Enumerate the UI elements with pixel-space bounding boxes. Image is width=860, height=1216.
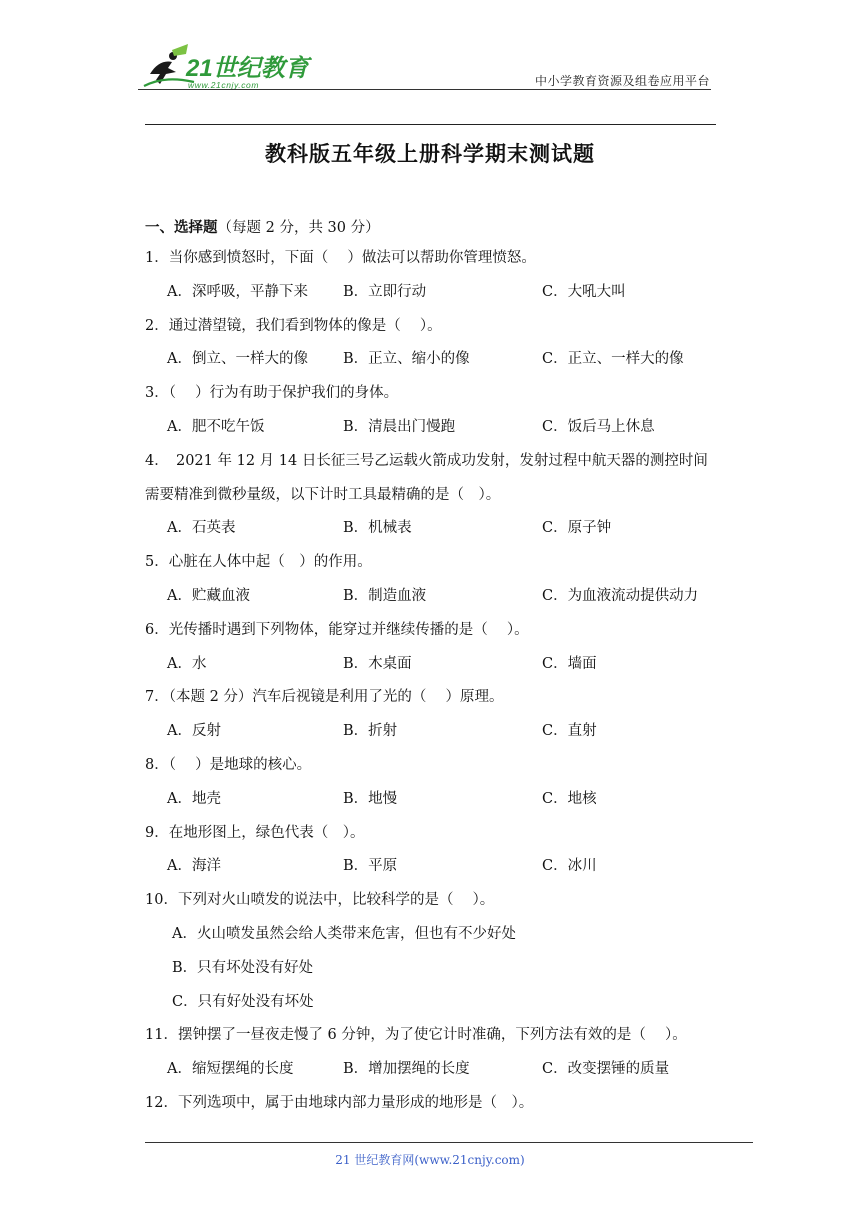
question-text: 通过潜望镜，我们看到物体的像是（ ）。	[168, 317, 442, 334]
question-text: 2021 年 12 月 14 日长征三号乙运载火箭成功发射，发射过程中航天器的测控时间	[161, 452, 708, 469]
question-number: 6．	[145, 621, 169, 638]
question-number: 8．	[145, 756, 169, 773]
question-text: 心脏在人体中起（ ）的作用。	[168, 554, 372, 571]
question-text: 在地形图上，绿色代表（ ）。	[168, 824, 365, 841]
option-c: C．墙面	[542, 655, 597, 672]
page-title: 教科版五年级上册科学期末测试题	[265, 141, 595, 166]
question-1	[145, 248, 725, 282]
option-a: A．深呼吸，平静下来	[167, 283, 308, 300]
question-number: 9．	[145, 824, 169, 841]
question-text: 下列对火山喷发的说法中，比较科学的是（ ）。	[177, 892, 495, 909]
question-text: （本题 2 分）汽车后视镜是利用了光的（ ）原理。	[168, 689, 504, 706]
question-text: 光传播时遇到下列物体，能穿过并继续传播的是（ ）。	[168, 621, 529, 638]
section-note: （每题 2 分，共 30 分）	[217, 220, 380, 236]
question-text: 摆钟摆了一昼夜走慢了 6 分钟，为了使它计时准确，下列方法有效的是（ ）。	[177, 1027, 687, 1044]
option-a: A．反射	[167, 723, 221, 740]
option-a: A．火山喷发虽然会给人类带来危害，但也有不少好处	[172, 925, 516, 942]
question-9	[145, 823, 725, 857]
options-8	[145, 789, 725, 823]
footer-link[interactable]: 21 世纪教育网(www.21cnjy.com)	[335, 1153, 525, 1167]
footer-divider	[145, 1142, 753, 1143]
options-2	[145, 349, 725, 383]
question-8	[145, 755, 725, 789]
option-c: C．大吼大叫	[542, 283, 626, 300]
option-a: A．石英表	[167, 520, 236, 537]
options-9	[145, 856, 725, 890]
option-a: A．海洋	[167, 858, 221, 875]
option-c: C．冰川	[542, 858, 597, 875]
option-a: A．地壳	[167, 790, 221, 807]
options-3	[145, 417, 725, 451]
section-heading	[145, 218, 725, 248]
option-b: B．机械表	[343, 520, 412, 537]
options-11	[145, 1059, 725, 1093]
option-c: C．正立、一样大的像	[542, 351, 684, 368]
option-c: C．为血液流动提供动力	[542, 587, 699, 604]
option-b: B．制造血液	[343, 587, 427, 604]
question-number: 10．	[145, 892, 178, 909]
question-12	[145, 1093, 725, 1127]
question-4-continued: 需要精准到微秒量级，以下计时工具最精确的是（ ）。	[145, 486, 501, 503]
question-text: 当你感到愤怒时，下面（ ）做法可以帮助你管理愤怒。	[168, 250, 536, 266]
question-number: 12．	[145, 1094, 178, 1111]
option-b: B．立即行动	[343, 283, 427, 300]
options-7	[145, 721, 725, 755]
options-5	[145, 586, 725, 620]
question-4	[145, 451, 725, 485]
option-b: B．地慢	[343, 790, 398, 807]
question-number: 7．	[145, 689, 169, 706]
question-number: 1．	[145, 250, 169, 266]
option-b: B．平原	[343, 858, 398, 875]
option-a: A．缩短摆绳的长度	[167, 1061, 294, 1078]
question-5	[145, 552, 725, 586]
option-b: B．增加摆绳的长度	[343, 1061, 470, 1078]
question-number: 5．	[145, 554, 169, 571]
question-7	[145, 687, 725, 721]
logo-text: 21世纪教育	[186, 55, 309, 82]
option-a: A．水	[167, 655, 207, 672]
option-c: C．地核	[542, 790, 597, 807]
options-6	[145, 654, 725, 688]
option-c: C．直射	[542, 723, 597, 740]
question-number: 4．	[145, 452, 162, 469]
title-divider	[145, 124, 716, 125]
options-4	[145, 518, 725, 552]
option-b: B．正立、缩小的像	[343, 351, 470, 368]
options-1	[145, 282, 725, 316]
option-a: A．肥不吃午饭	[167, 418, 265, 435]
option-b: B．木桌面	[343, 655, 412, 672]
question-3	[145, 383, 725, 417]
option-c: C．只有好处没有坏处	[172, 993, 314, 1010]
section-label: 一、选择题	[145, 219, 218, 236]
runner-logo-icon	[142, 44, 312, 92]
question-6	[145, 620, 725, 654]
platform-name: 中小学教育资源及组卷应用平台	[534, 74, 710, 88]
question-11	[145, 1025, 725, 1059]
option-c: C．原子钟	[542, 520, 612, 537]
option-c: C．饭后马上休息	[542, 418, 655, 435]
question-text: （ ）行为有助于保护我们的身体。	[168, 385, 399, 402]
page-header	[0, 0, 860, 100]
question-2	[145, 316, 725, 350]
option-b: B．只有坏处没有好处	[172, 959, 314, 976]
question-text: （ ）是地球的核心。	[168, 756, 312, 773]
question-10	[145, 890, 725, 924]
option-a: A．倒立、一样大的像	[167, 351, 308, 368]
question-text: 下列选项中，属于由地球内部力量形成的地形是（ ）。	[177, 1094, 534, 1111]
question-number: 11．	[145, 1027, 178, 1044]
question-number: 3．	[145, 385, 169, 402]
option-a: A．贮藏血液	[167, 587, 250, 604]
question-number: 2．	[145, 317, 169, 334]
logo-url: www.21cnjy.com	[188, 80, 260, 90]
option-b: B．折射	[343, 723, 398, 740]
option-b: B．清晨出门慢跑	[343, 418, 456, 435]
logo	[142, 44, 312, 92]
header-divider	[138, 89, 711, 90]
question-list	[145, 218, 725, 1127]
option-c: C．改变摆锤的质量	[542, 1061, 670, 1078]
